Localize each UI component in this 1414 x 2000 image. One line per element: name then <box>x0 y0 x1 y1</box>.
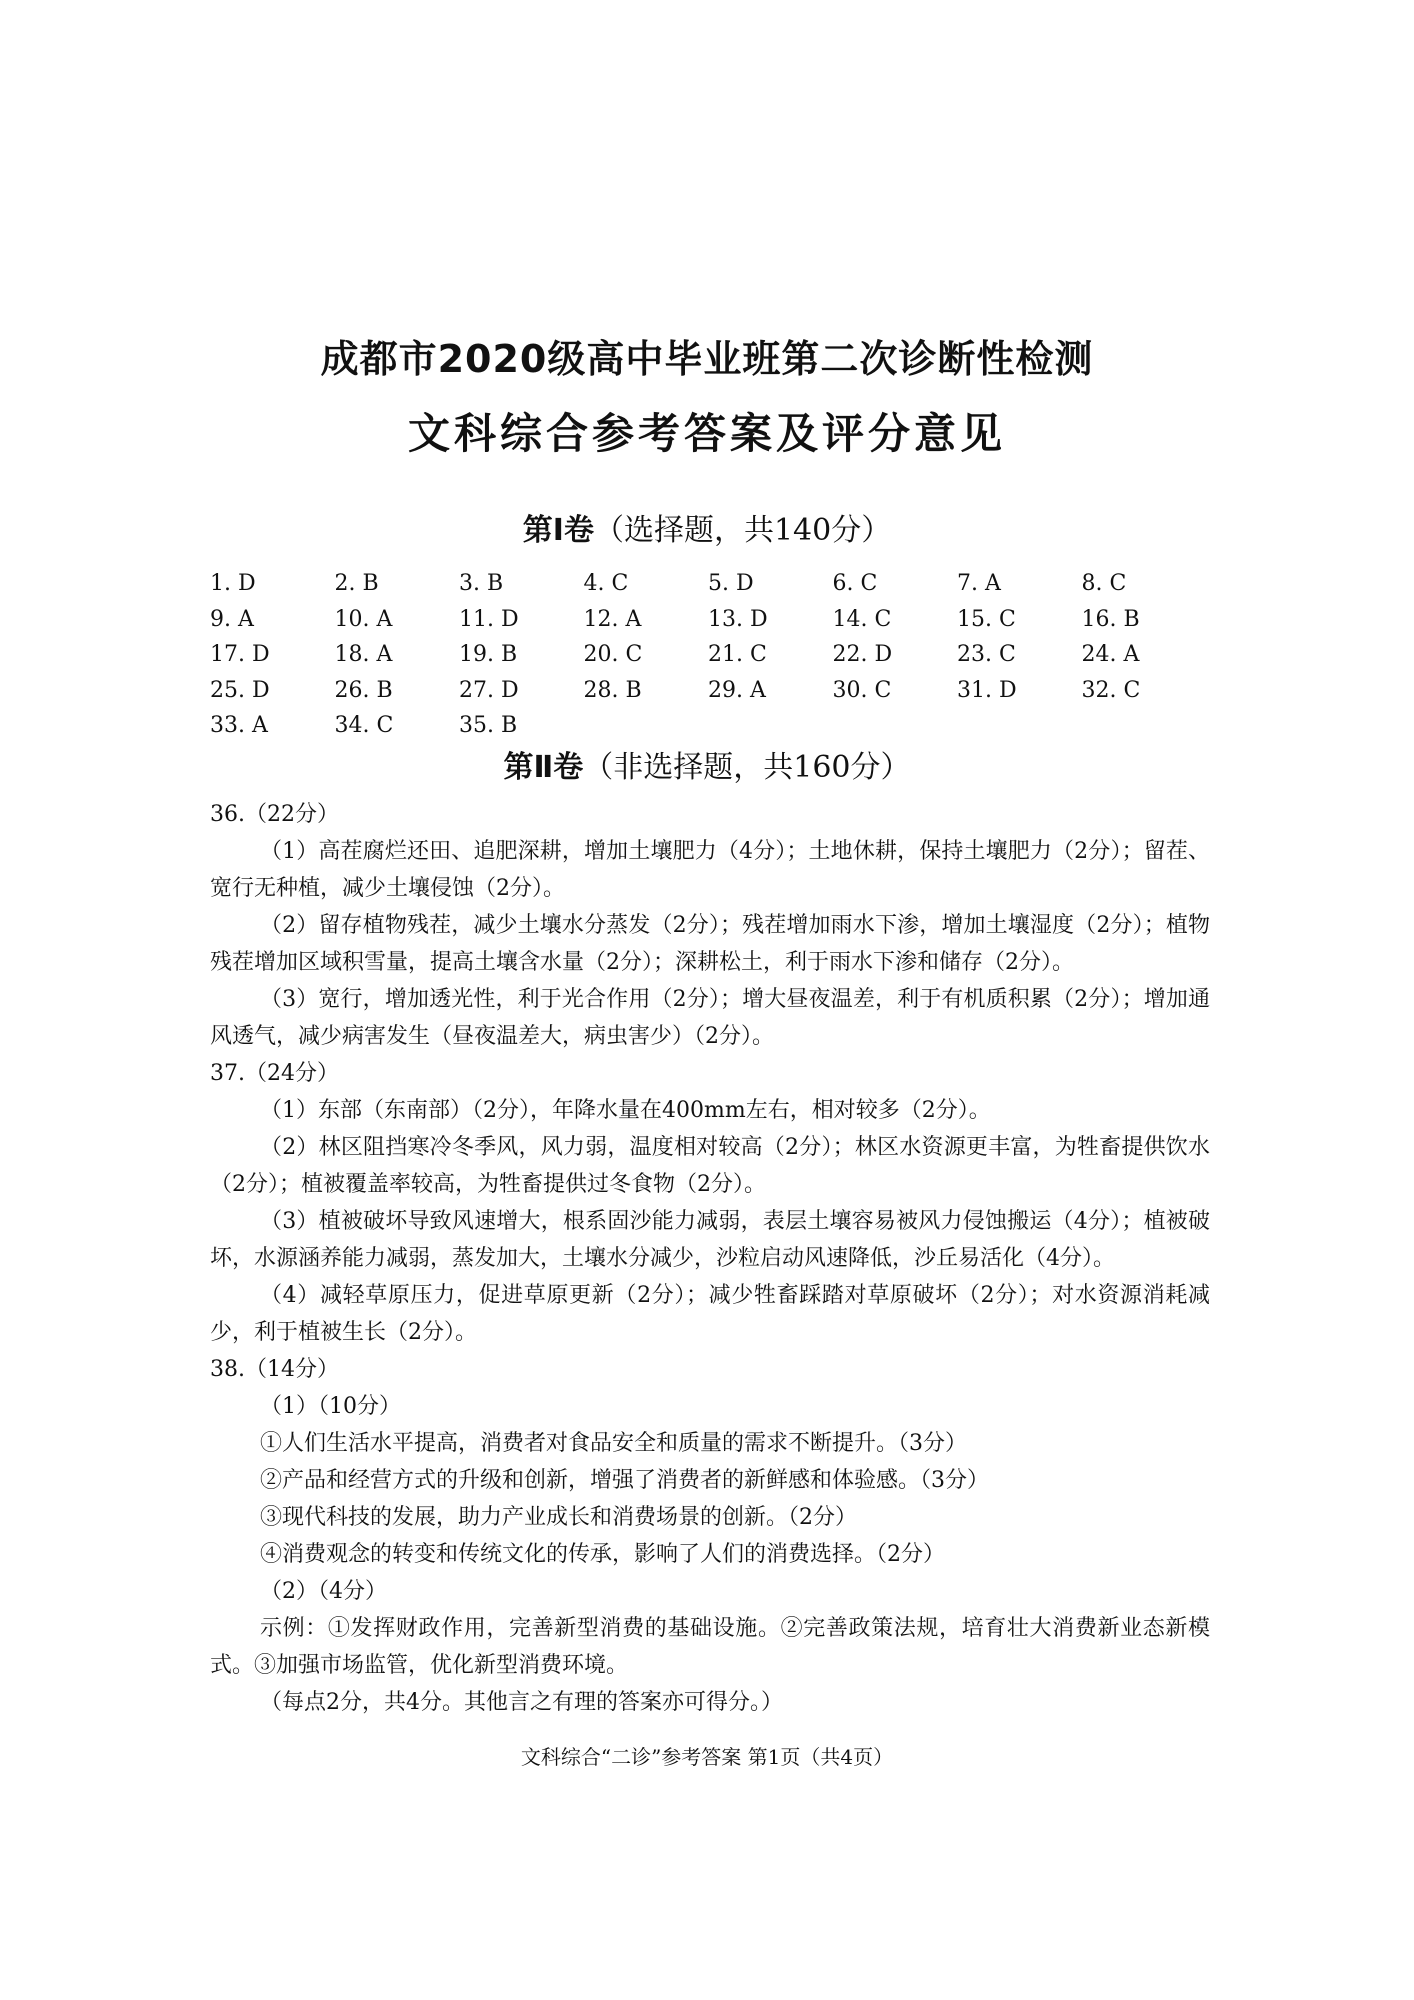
answer-item: 28. B <box>583 677 642 703</box>
q38-heading: 38.（14分） <box>210 1357 339 1382</box>
q38-sub2-heading: （2）（4分） <box>260 1579 387 1604</box>
answer-item: 31. D <box>957 677 1017 703</box>
section2-heading <box>0 742 1414 786</box>
exam-title: 成都市2020级高中毕业班第二次诊断性检测 <box>320 337 1094 381</box>
answer-item: 27. D <box>459 677 519 703</box>
q37-part2: （2）林区阻挡寒冷冬季风，风力弱，温度相对较高（2分）；林区水资源更丰富，为牲畜提供饮水（2分）；植被覆盖率较高，为牲畜提供过冬食物（2分）。 <box>210 1135 1210 1197</box>
q37-heading: 37.（24分） <box>210 1061 339 1086</box>
q38-sub2-example: 示例：①发挥财政作用，完善新型消费的基础设施。②完善政策法规，培育壮大消费新业态新模式。③加强市场监管，优化新型消费环境。 <box>210 1616 1210 1678</box>
answer-item: 33. A <box>210 713 268 738</box>
answer-item: 35. B <box>459 713 518 738</box>
q38-sub1-item: ③现代科技的发展，助力产业成长和消费场景的创新。（2分） <box>260 1505 857 1530</box>
section1-name: 第Ⅰ卷 <box>522 513 594 548</box>
answer-item: 1. D <box>210 571 256 596</box>
answer-item: 29. A <box>708 677 766 703</box>
answer-item: 8. C <box>1081 571 1127 596</box>
answer-item: 17. D <box>210 642 270 667</box>
answer-item: 34. C <box>334 713 394 738</box>
q36-part3: （3）宽行，增加透光性，利于光合作用（2分）；增大昼夜温差，利于有机质积累（2分）；增加通风透气，减少病害发生（昼夜温差大，病虫害少）（2分）。 <box>210 987 1210 1049</box>
answer-item: 26. B <box>334 677 393 703</box>
section1-desc: （选择题，共140分） <box>593 513 892 548</box>
q38-sub1-item: ①人们生活水平提高，消费者对食品安全和质量的需求不断提升。（3分） <box>260 1431 967 1456</box>
answer-item: 15. C <box>957 606 1016 632</box>
q36-part1: （1）高茬腐烂还田、追肥深耕，增加土壤肥力（4分）；土地休耕，保持土壤肥力（2分）；留茬、宽行无种植，减少土壤侵蚀（2分）。 <box>210 839 1210 901</box>
answer-item: 23. C <box>957 642 1016 667</box>
answer-item: 12. A <box>583 606 642 632</box>
page-footer: 文科综合“二诊”参考答案 第1页（共4页） <box>520 1745 894 1769</box>
answer-body <box>210 796 1210 1721</box>
answer-item: 25. D <box>210 677 270 703</box>
answer-item: 21. C <box>708 642 767 667</box>
q38-sub1-heading: （1）（10分） <box>260 1394 401 1419</box>
answer-item: 24. A <box>1081 642 1140 667</box>
answer-item: 6. C <box>832 571 878 596</box>
answer-item: 13. D <box>708 606 768 632</box>
document-title: 文科综合参考答案及评分意见 <box>407 409 1006 458</box>
answer-item: 3. B <box>459 571 504 596</box>
q38-sub1-item: ②产品和经营方式的升级和创新，增强了消费者的新鲜感和体验感。（3分） <box>260 1468 989 1493</box>
q38-sub1-item: ④消费观念的转变和传统文化的传承，影响了人们的消费选择。（2分） <box>260 1542 945 1567</box>
answer-item: 22. D <box>832 642 893 667</box>
answer-item: 2. B <box>334 571 379 596</box>
q37-part1: （1）东部（东南部）（2分），年降水量在400mm左右，相对较多（2分）。 <box>260 1098 991 1123</box>
q36-part2: （2）留存植物残茬，减少土壤水分蒸发（2分）；残茬增加雨水下渗，增加土壤湿度（2分）；植物残茬增加区域积雪量，提高土壤含水量（2分）；深耕松土，利于雨水下渗和储存（2分）。 <box>210 913 1210 975</box>
answer-item: 10. A <box>334 606 393 632</box>
answer-item: 19. B <box>459 642 518 667</box>
q38-scoring-note: （每点2分，共4分。其他言之有理的答案亦可得分。） <box>260 1690 783 1715</box>
answer-item: 14. C <box>832 606 892 632</box>
answer-item: 11. D <box>459 606 519 632</box>
q37-part3: （3）植被破坏导致风速增大，根系固沙能力减弱，表层土壤容易被风力侵蚀搬运（4分）；植被破坏，水源涵养能力减弱，蒸发加大，土壤水分减少，沙粒启动风速降低，沙丘易活化（4分）。 <box>210 1209 1210 1271</box>
answer-item: 9. A <box>210 606 254 632</box>
answer-item: 16. B <box>1081 606 1140 632</box>
section2-name: 第Ⅱ卷 <box>503 750 584 785</box>
answer-item: 32. C <box>1081 677 1141 703</box>
answer-item: 4. C <box>583 571 629 596</box>
answer-item: 18. A <box>334 642 393 667</box>
answer-item: 20. C <box>583 642 643 667</box>
answer-item: 5. D <box>708 571 754 596</box>
q37-part4: （4）减轻草原压力，促进草原更新（2分）；减少牲畜踩踏对草原破坏（2分）；对水资源消耗减少，利于植被生长（2分）。 <box>210 1283 1210 1345</box>
section2-desc: （非选择题，共160分） <box>583 750 911 785</box>
answer-item: 7. A <box>957 571 1001 596</box>
answer-item: 30. C <box>832 677 892 703</box>
multiple-choice-answers <box>210 566 1260 744</box>
q36-heading: 36.（22分） <box>210 802 339 827</box>
section1-heading <box>0 505 1414 549</box>
